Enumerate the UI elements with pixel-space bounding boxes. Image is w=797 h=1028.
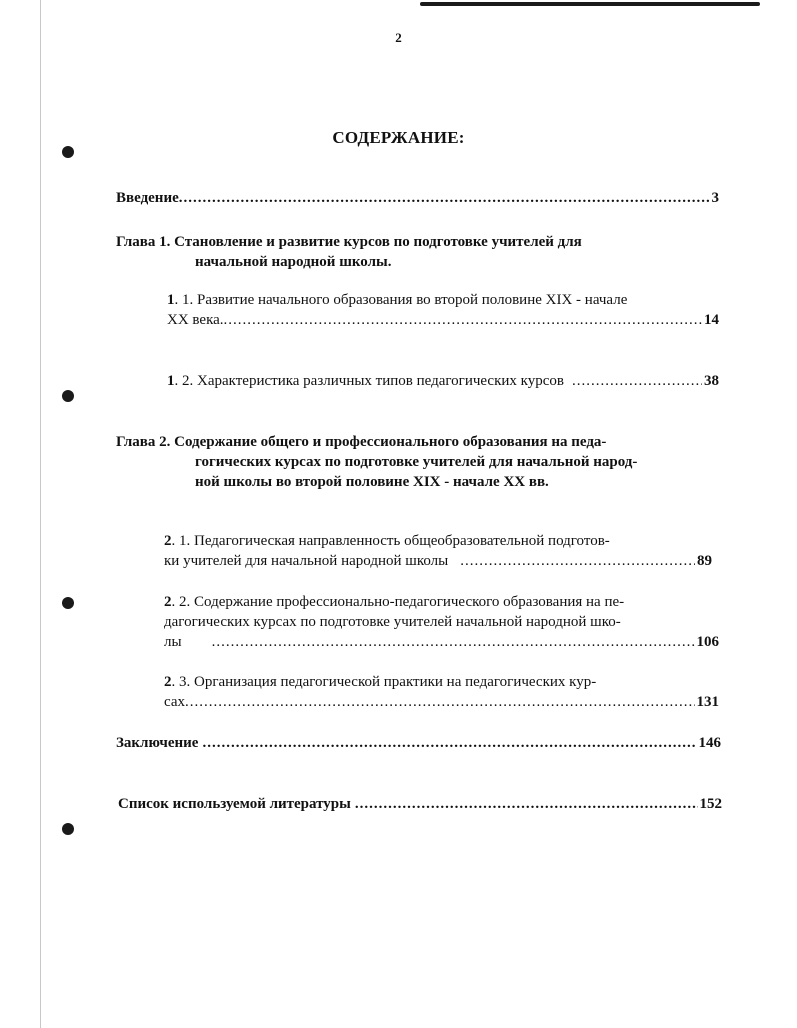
punch-hole-icon — [62, 823, 74, 835]
toc-page-number: 89 — [697, 553, 712, 569]
toc-entry-label: Введение — [116, 190, 179, 206]
leader-dots — [185, 692, 695, 712]
toc-page-number: 3 — [711, 190, 719, 206]
toc-entry-label: лы — [164, 634, 182, 650]
chapter-2-heading: Глава 2. Содержание общего и профессионального образования на педа- — [116, 434, 607, 450]
toc-title: СОДЕРЖАНИЕ: — [332, 128, 465, 147]
toc-page-number: 38 — [704, 373, 719, 389]
punch-hole-icon — [62, 597, 74, 609]
toc-entry-label: Заключение — [116, 735, 199, 751]
page-number: 2 — [395, 30, 402, 45]
toc-entry-bibliography[interactable] — [118, 794, 722, 814]
section-number: 1 — [167, 292, 175, 308]
section-2-2-heading-cont: дагогических курсах по подготовке учителей начальной народной шко- — [164, 614, 621, 630]
leader-dots — [179, 188, 710, 208]
toc-entry-intro[interactable] — [116, 188, 719, 208]
toc-entry-2-1[interactable] — [164, 551, 712, 571]
section-number: 2 — [164, 594, 172, 610]
toc-page-number: 106 — [696, 634, 719, 650]
section-number: 1 — [167, 373, 175, 389]
section-2-2-heading[interactable] — [164, 592, 624, 612]
leader-dots — [564, 371, 702, 391]
leader-dots — [351, 794, 698, 814]
section-2-1-heading[interactable] — [164, 531, 610, 551]
section-title: . 3. Организация педагогической практики на педагогических кур- — [171, 674, 597, 690]
section-title: . 2. Содержание профессионально-педагогического образования на пе- — [171, 594, 625, 610]
section-number: 2 — [164, 533, 172, 549]
toc-entry-label: ки учителей для начальной народной школы — [164, 553, 449, 569]
section-title: . 1. Развитие начального образования во второй половине XIX - начале — [174, 292, 628, 308]
toc-entry-2-3[interactable] — [164, 692, 719, 712]
scan-edge-top — [420, 2, 760, 6]
toc-entry-1-2[interactable] — [167, 371, 719, 391]
chapter-1-heading-cont: начальной народной школы. — [195, 254, 392, 270]
chapter-1-heading: Глава 1. Становление и развитие курсов по подготовке учителей для — [116, 234, 582, 250]
chapter-2-heading-cont: ной школы во второй половине XIX - начале XX вв. — [195, 474, 549, 490]
leader-dots — [198, 733, 696, 753]
toc-entry-label: сах — [164, 694, 185, 710]
scan-edge-left — [40, 0, 41, 1028]
toc-entry-label: XX века. — [167, 312, 224, 328]
toc-page-number: 146 — [698, 735, 721, 751]
section-1-1-heading[interactable] — [167, 290, 627, 310]
leader-dots — [448, 551, 695, 571]
section-2-3-heading[interactable] — [164, 672, 596, 692]
toc-page-number: 131 — [696, 694, 719, 710]
leader-dots — [224, 310, 702, 330]
section-number: 2 — [164, 674, 172, 690]
toc-page-number: 152 — [699, 796, 722, 812]
section-title: . 1. Педагогическая направленность общеобразовательной подготов- — [171, 533, 610, 549]
toc-entry-1-1[interactable] — [167, 310, 719, 330]
toc-entry-label: . 2. Характеристика различных типов педагогических курсов — [174, 373, 564, 389]
toc-entry-label: Список используемой литературы — [118, 796, 351, 812]
punch-hole-icon — [62, 390, 74, 402]
toc-entry-2-2[interactable] — [164, 632, 719, 652]
toc-entry-conclusion[interactable] — [116, 733, 721, 753]
toc-page-number: 14 — [704, 312, 719, 328]
chapter-2-heading-cont: гогических курсах по подготовке учителей для начальной народ- — [195, 454, 638, 470]
leader-dots — [182, 632, 695, 652]
